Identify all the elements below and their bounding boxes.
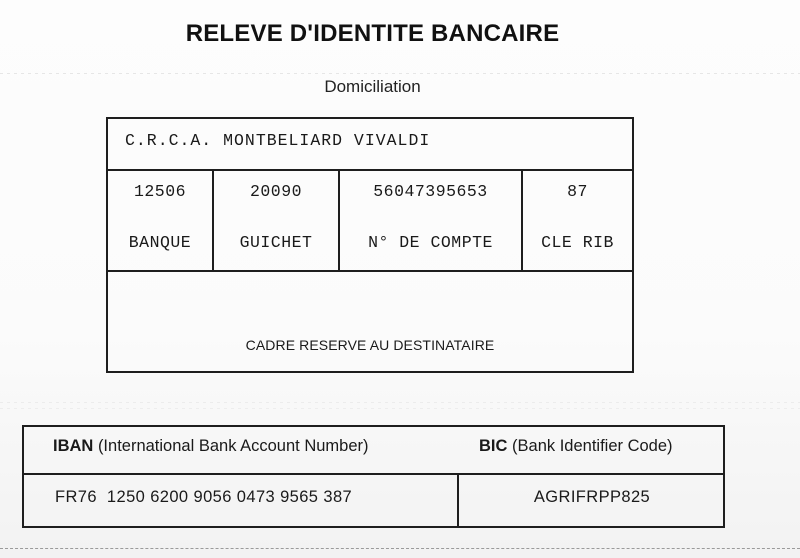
guichet-code: 20090	[249, 182, 302, 201]
document-title: RELEVE D'IDENTITE BANCAIRE	[185, 20, 560, 47]
rib-cells-row	[108, 171, 632, 272]
scan-artifact-line	[0, 402, 800, 403]
guichet-label: GUICHET	[239, 233, 313, 252]
iban-label: IBAN	[53, 437, 94, 455]
reserved-frame	[108, 272, 632, 371]
iban-header	[53, 437, 369, 456]
scan-artifact-line	[0, 408, 800, 409]
rib-key-label: CLE RIB	[541, 233, 614, 252]
iban-bic-header	[24, 427, 723, 475]
rib-box	[106, 117, 634, 373]
cut-line	[0, 548, 800, 549]
bic-label-description: (Bank Identifier Code)	[512, 437, 673, 455]
bank-name: C.R.C.A. MONTBELIARD VIVALDI	[108, 119, 632, 171]
bic-value: AGRIFRPP825	[533, 488, 651, 506]
iban-label-description: (International Bank Account Number)	[97, 437, 369, 455]
account-number: 56047395653	[373, 182, 488, 201]
rib-cell-guichet	[212, 171, 338, 270]
rib-cell-compte	[338, 171, 521, 270]
iban-bic-values	[24, 475, 723, 526]
banque-label: BANQUE	[128, 233, 192, 252]
iban-bic-box	[22, 425, 725, 528]
domiciliation-label: Domiciliation	[324, 77, 421, 96]
account-number-label: N° DE COMPTE	[368, 233, 493, 252]
banque-code: 12506	[133, 182, 186, 201]
reserved-frame-label: CADRE RESERVE AU DESTINATAIRE	[245, 337, 495, 353]
bic-header	[479, 437, 673, 456]
rib-cell-cle	[521, 171, 632, 270]
bic-label: BIC	[479, 437, 508, 455]
scan-artifact-line	[0, 73, 800, 74]
iban-value: FR76 1250 6200 9056 0473 9565 387	[55, 488, 353, 506]
rib-key: 87	[567, 182, 588, 201]
rib-cell-banque	[108, 171, 212, 270]
